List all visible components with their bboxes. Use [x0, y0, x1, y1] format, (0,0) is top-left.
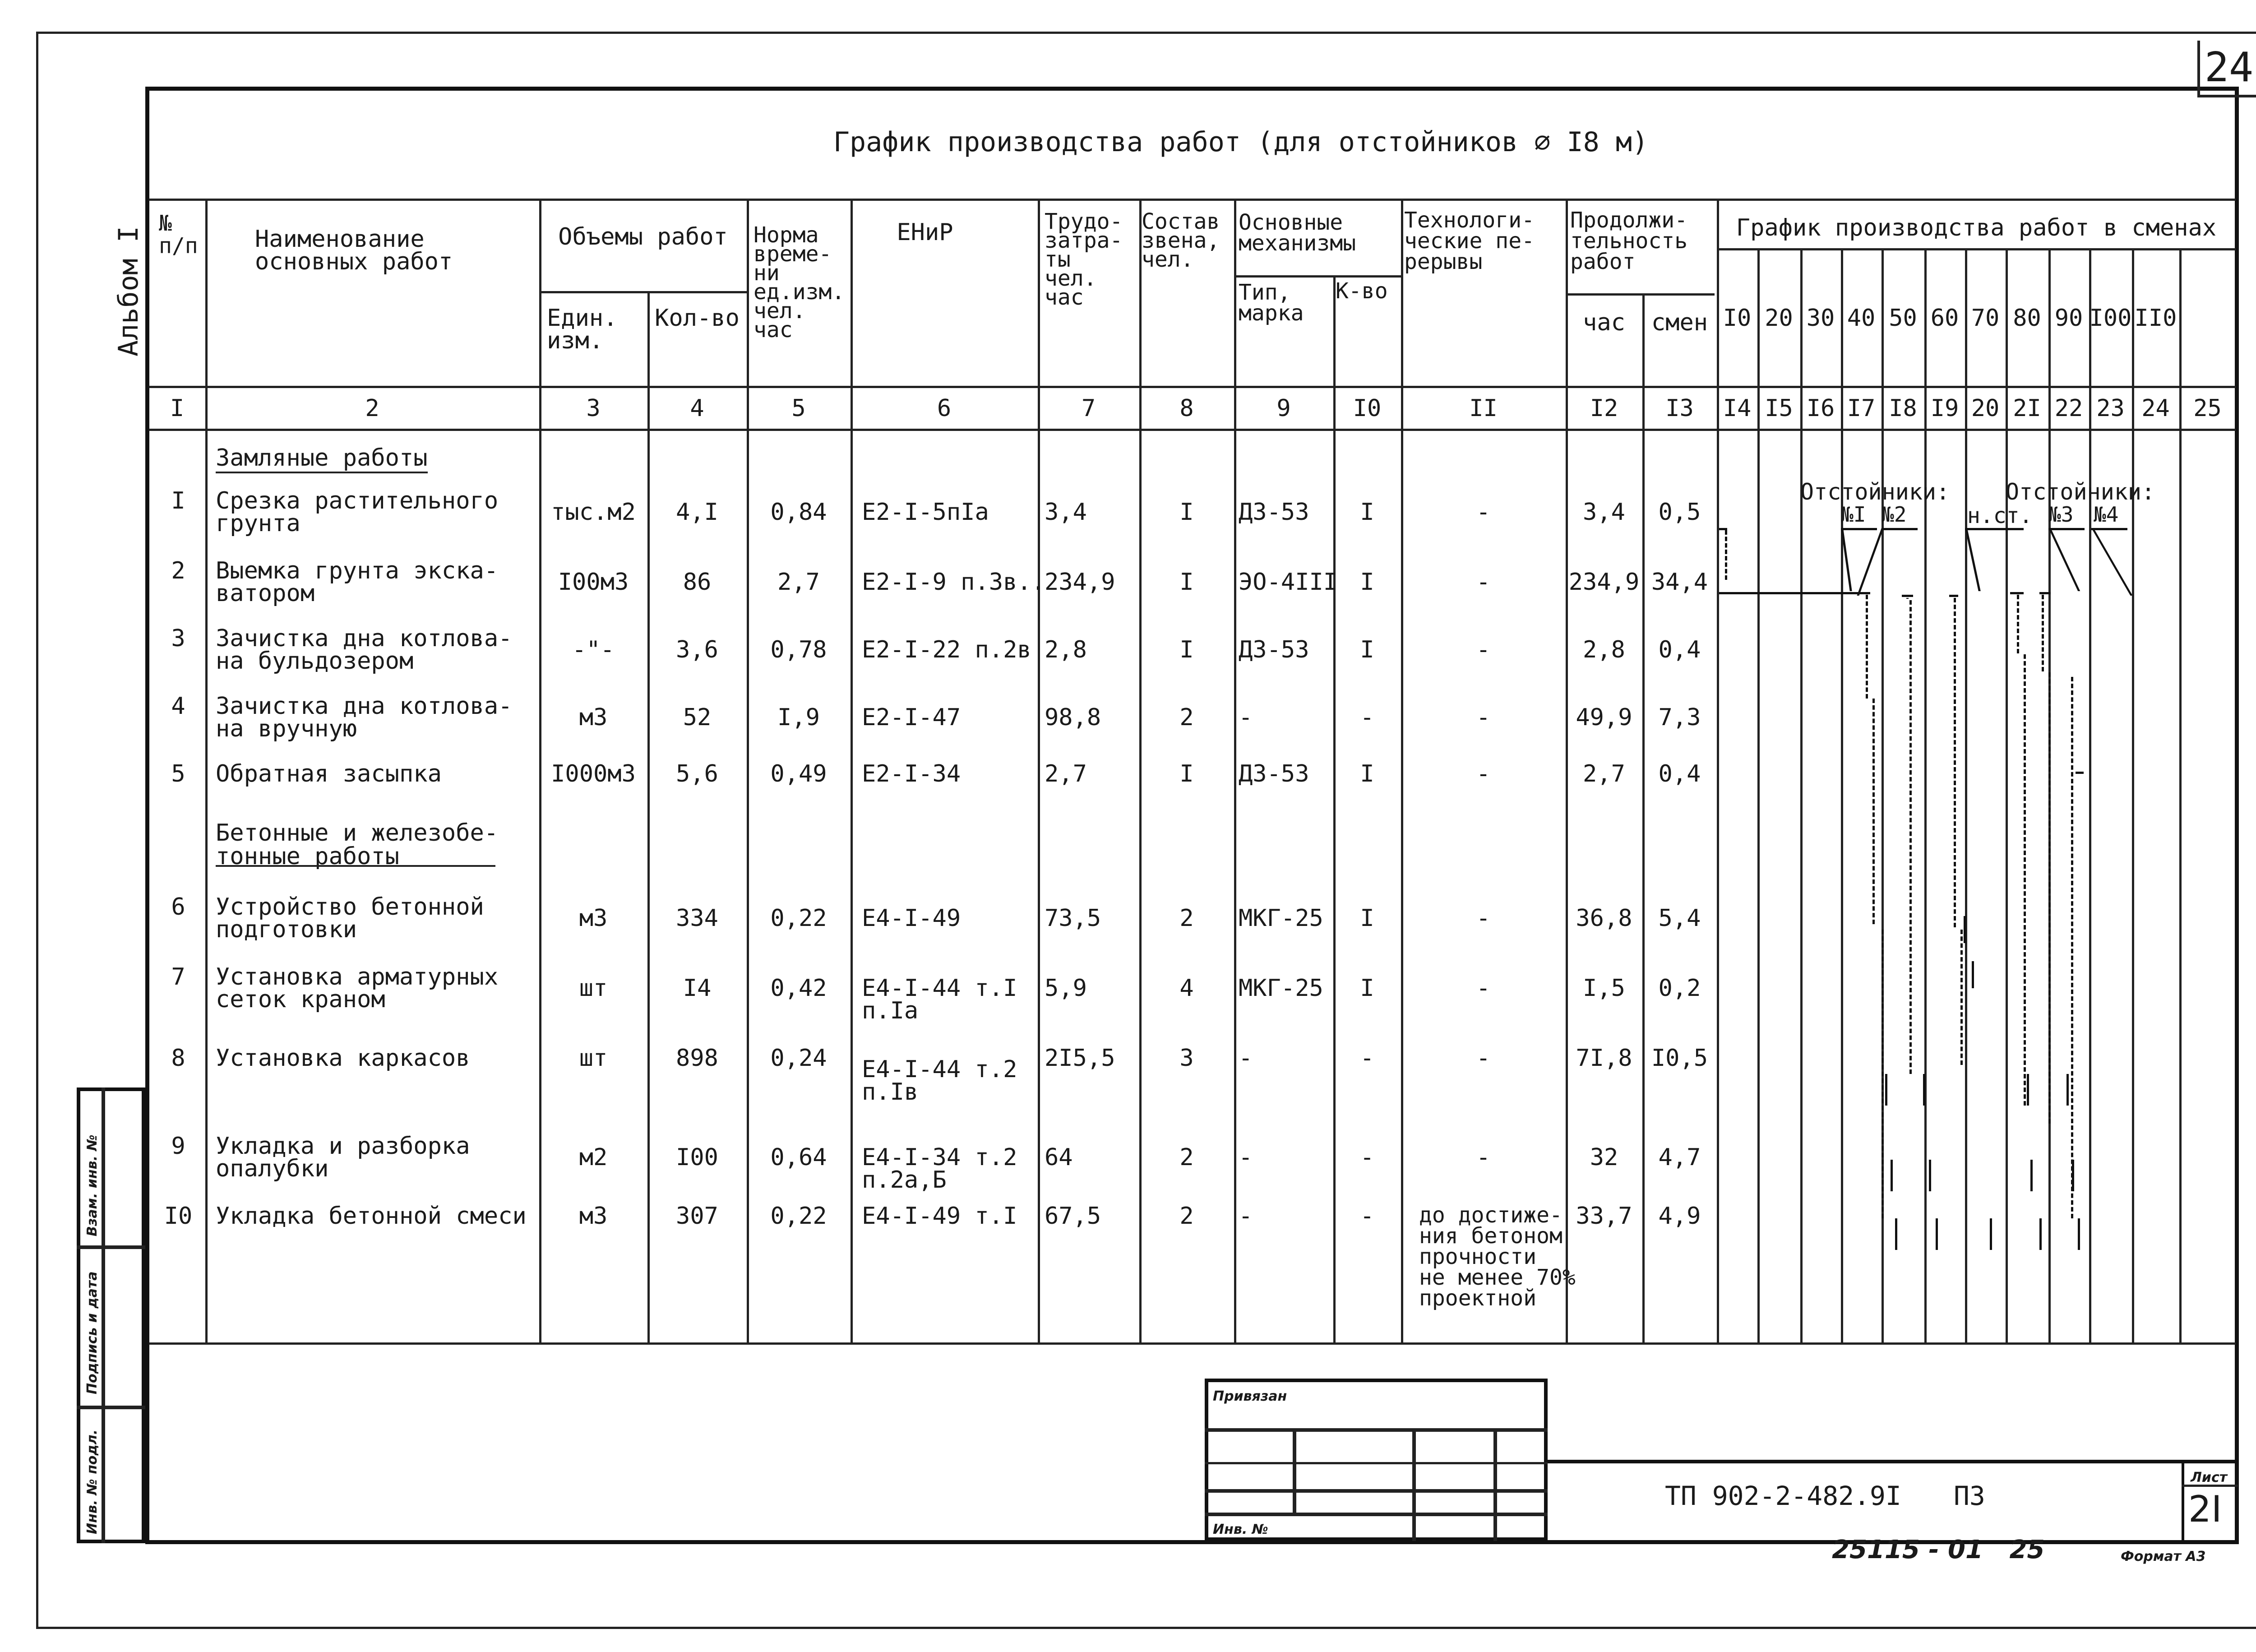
cell-enir: Е2-I-9 п.3в..: [862, 569, 1045, 596]
cell-norm: I,9: [777, 704, 820, 731]
side-vzam: Взам. инв. №: [84, 1134, 100, 1236]
cell-name: Выемка грунта экска- ватором: [216, 557, 499, 607]
link-a2: [1872, 699, 1875, 924]
cell-enir: Е4-I-49 т.I: [862, 1203, 1017, 1230]
cell-name: Укладка и разборка опалубки: [216, 1133, 470, 1182]
stamp-line: [1493, 1428, 1497, 1541]
bar-row2e: [2010, 592, 2024, 594]
column-number: 25: [2193, 395, 2222, 422]
table-bottom-line: [149, 1342, 2236, 1345]
cell-qty: 5,6: [676, 760, 718, 787]
cell-unit: тыс.м2: [551, 499, 636, 526]
column-number: I5: [1765, 395, 1793, 422]
cell-n: 4: [171, 693, 185, 720]
col-line: [1333, 275, 1336, 1342]
header-unit: Един. изм.: [547, 305, 618, 354]
link-g: [2071, 677, 2073, 1218]
cell-enir: Е4-I-34 т.2 п.2а,Б: [862, 1144, 1017, 1194]
link-e2: [2048, 672, 2051, 1124]
cell-norm: 0,22: [770, 1203, 827, 1230]
cell-name: Устройство бетонной подготовки: [216, 893, 484, 943]
cell-h: 36,8: [1576, 905, 1632, 932]
cell-brk: до достиже- ния бетоном прочности не менее 70% проектной: [1419, 1203, 1576, 1311]
cell-labor: 2,7: [1045, 760, 1087, 787]
side-inv: Инв. № подл.: [84, 1429, 100, 1534]
cell-mech: МКГ-25: [1239, 905, 1323, 932]
col-line: [647, 291, 650, 1342]
cell-s: 0,4: [1658, 760, 1701, 787]
column-number: I3: [1665, 395, 1694, 422]
bar-row2f: [2039, 592, 2051, 594]
cell-enir: Е4-I-44 т.I п.Iа: [862, 975, 1017, 1024]
column-number: 20: [1971, 395, 2000, 422]
chart-note-right: Отстойники:: [2006, 479, 2155, 505]
cell-h: 7I,8: [1576, 1045, 1632, 1072]
cell-n: 6: [171, 893, 185, 921]
stamp-inv: Инв. №: [1213, 1522, 1268, 1537]
cell-n: 7: [171, 963, 185, 990]
bar-row10e: [2078, 1218, 2080, 1250]
cell-brk: -: [1476, 1144, 1491, 1171]
header-hours: час: [1583, 309, 1625, 336]
cell-norm: 2,7: [777, 569, 820, 596]
cell-crew: 3: [1179, 1045, 1194, 1072]
link-f: [1882, 930, 1884, 1218]
page-title: График производства работ (для отстойников ∅ I8 м): [833, 126, 1649, 158]
cell-crew: 2: [1179, 1203, 1194, 1230]
cell-qty: 52: [683, 704, 712, 731]
bar-row2c: [1902, 595, 1913, 597]
cell-qty: 334: [676, 905, 718, 932]
note-underline: [2048, 528, 2085, 530]
cell-name: Зачистка дна котлова- на бульдозером: [216, 625, 513, 675]
header-mech: Основные механизмы: [1239, 210, 1356, 256]
scale-label: 80: [2013, 305, 2041, 332]
cell-qty: 4,I: [676, 499, 718, 526]
cell-brk: -: [1476, 499, 1491, 526]
bar-row9: [1891, 1160, 1893, 1191]
doc-code: ТП 902-2-482.9I: [1665, 1481, 1901, 1511]
cell-n: 8: [171, 1045, 185, 1072]
cell-s: 0,4: [1658, 636, 1701, 663]
cell-mq: -: [1360, 1203, 1374, 1230]
column-number: I: [170, 395, 185, 422]
column-number: I4: [1723, 395, 1752, 422]
cell-brk: -: [1476, 704, 1491, 731]
cell-mech: ДЗ-53: [1239, 499, 1309, 526]
col-line: [1642, 293, 1645, 1342]
column-number: I8: [1889, 395, 1917, 422]
cell-n: 3: [171, 625, 185, 652]
bar-row8d: [2066, 1074, 2069, 1106]
cell-norm: 0,78: [770, 636, 827, 663]
cell-h: 234,9: [1568, 569, 1640, 596]
column-number: 6: [937, 395, 952, 422]
stamp-line: [1293, 1428, 1296, 1514]
column-number: 5: [791, 395, 806, 422]
cell-qty: 86: [683, 569, 712, 596]
cell-mech: -: [1239, 1045, 1253, 1072]
cell-brk: -: [1476, 569, 1491, 596]
scale-label: II0: [2134, 305, 2177, 332]
cell-enir: Е2-I-34: [862, 760, 961, 787]
scale-label: 50: [1889, 305, 1917, 332]
link-d: [2017, 595, 2019, 653]
link-c: [1954, 598, 1956, 927]
col-line: [1038, 199, 1040, 1342]
cell-labor: 98,8: [1045, 704, 1101, 731]
link-row1: [1725, 530, 1727, 580]
cell-norm: 0,64: [770, 1144, 827, 1171]
cell-enir: Е2-I-22 п.2в: [862, 636, 1031, 663]
header-enir: ЕНиР: [897, 219, 953, 246]
cell-norm: 0,42: [770, 975, 827, 1002]
cell-crew: I: [1179, 569, 1194, 596]
scale-label: I0: [1723, 305, 1752, 332]
column-number: 3: [586, 395, 601, 422]
cell-unit: шт: [579, 1045, 608, 1072]
cell-brk: -: [1476, 760, 1491, 787]
colnum-top-line: [149, 386, 2236, 388]
header-labor: Трудо- затра- ты чел. час: [1045, 209, 1123, 310]
cell-brk: -: [1476, 975, 1491, 1002]
link-e: [2042, 595, 2044, 671]
column-number: 23: [2096, 395, 2125, 422]
chart-note-mid: н.ст.: [1967, 503, 2033, 528]
cell-norm: 0,24: [770, 1045, 827, 1072]
bar-row5: [2076, 772, 2084, 774]
cell-name: Срезка растительного грунта: [216, 487, 499, 537]
stamp-line: [1412, 1428, 1416, 1541]
footer-number: 25115 - 01 25: [1832, 1535, 2045, 1564]
column-number: I0: [1353, 395, 1382, 422]
column-number: 2: [365, 395, 379, 422]
cell-mq: I: [1360, 569, 1374, 596]
column-number: II: [1469, 395, 1498, 422]
cell-labor: 5,9: [1045, 975, 1087, 1002]
cell-mq: -: [1360, 704, 1374, 731]
column-number: I2: [1590, 395, 1618, 422]
bar-row10d: [2039, 1218, 2042, 1250]
cell-mech: -: [1239, 1144, 1253, 1171]
cell-mq: I: [1360, 499, 1374, 526]
scale-label: 90: [2054, 305, 2083, 332]
bar-row2b: [1863, 592, 1870, 594]
cell-crew: 4: [1179, 975, 1194, 1002]
cell-h: I,5: [1583, 975, 1625, 1002]
cell-s: 5,4: [1658, 905, 1701, 932]
chart-note-left-1: №I: [1841, 502, 1866, 527]
cell-n: 5: [171, 760, 185, 787]
cell-mech: МКГ-25: [1239, 975, 1323, 1002]
link-d2: [2024, 654, 2026, 1106]
volumes-sub-line: [539, 291, 747, 293]
bar-row8b: [1923, 1074, 1925, 1106]
cell-n: I: [171, 487, 185, 514]
cell-mq: I: [1360, 905, 1374, 932]
chart-note-left: Отстойники:: [1800, 479, 1950, 505]
cell-crew: 2: [1179, 905, 1194, 932]
cell-unit: I000м3: [551, 760, 636, 787]
cell-enir: Е2-I-5пIа: [862, 499, 989, 526]
scale-label: 30: [1806, 305, 1835, 332]
bar-row7: [1972, 961, 1974, 988]
cell-labor: 64: [1045, 1144, 1073, 1171]
cell-n: 2: [171, 557, 185, 584]
header-breaks: Технологи- ческие пе- рерывы: [1404, 208, 1535, 274]
cell-name: Установка каркасов: [216, 1045, 470, 1072]
bar-row10b: [1936, 1218, 1938, 1250]
cell-s: 0,2: [1658, 975, 1701, 1002]
cell-crew: I: [1179, 760, 1194, 787]
col-line: [851, 199, 853, 1342]
cell-labor: 67,5: [1045, 1203, 1101, 1230]
chart-note-left-2: №2: [1882, 502, 1907, 527]
cell-n: I0: [164, 1203, 193, 1230]
cell-s: 7,3: [1658, 704, 1701, 731]
header-top-line: [149, 199, 2236, 201]
cell-mq: -: [1360, 1045, 1374, 1072]
header-mech-qty: К-во: [1336, 278, 1388, 304]
page-number: 24: [2204, 44, 2254, 91]
cell-n: 9: [171, 1133, 185, 1160]
note-underline: [2091, 528, 2127, 530]
cell-h: 32: [1590, 1144, 1618, 1171]
cell-enir: Е4-I-44 т.2 п.Iв: [862, 1056, 1017, 1106]
header-schedule: График производства работ в сменах: [1736, 214, 2217, 241]
header-volumes: Объемы работ: [558, 223, 728, 250]
cell-mq: I: [1360, 636, 1374, 663]
col-line: [1717, 199, 1719, 1342]
cell-h: 3,4: [1583, 499, 1625, 526]
note-underline: [1841, 528, 1877, 530]
column-number: I6: [1806, 395, 1835, 422]
cell-qty: 898: [676, 1045, 718, 1072]
bar-row8: [1885, 1074, 1887, 1106]
scale-label: 20: [1765, 305, 1793, 332]
cell-unit: м3: [579, 905, 608, 932]
column-number: I9: [1930, 395, 1959, 422]
cell-crew: 2: [1179, 704, 1194, 731]
cell-name: Укладка бетонной смеси: [216, 1203, 527, 1230]
cell-mech: -: [1239, 1203, 1253, 1230]
cell-h: 49,9: [1576, 704, 1632, 731]
chart-note-right-4: №4: [2094, 502, 2119, 527]
column-number: 2I: [2013, 395, 2041, 422]
cell-labor: 3,4: [1045, 499, 1087, 526]
footer-format: Формат А3: [2121, 1549, 2206, 1564]
cell-s: 4,9: [1658, 1203, 1701, 1230]
scale-label: 40: [1847, 305, 1876, 332]
cell-labor: 2,8: [1045, 636, 1087, 663]
cell-unit: I00м3: [558, 569, 629, 596]
col-line: [1234, 199, 1236, 1342]
cell-qty: I4: [683, 975, 712, 1002]
colnum-bottom-line: [149, 429, 2236, 431]
link-c2: [1960, 930, 1963, 1065]
stamp-top-line: [1548, 1460, 2238, 1463]
header-crew: Состав звена, чел.: [1142, 209, 1220, 272]
cell-norm: 0,22: [770, 905, 827, 932]
cell-qty: 3,6: [676, 636, 718, 663]
cell-qty: I00: [676, 1144, 718, 1171]
link-b: [1906, 598, 1909, 599]
header-name: Наименование основных работ: [255, 226, 453, 275]
header-mech-type: Тип, марка: [1239, 280, 1304, 326]
cell-crew: I: [1179, 636, 1194, 663]
doc-part: ПЗ: [1954, 1481, 1985, 1511]
cell-crew: 2: [1179, 1144, 1194, 1171]
cell-unit: м3: [579, 1203, 608, 1230]
sheet-label: Лист: [2191, 1470, 2228, 1485]
cell-unit: м2: [579, 1144, 608, 1171]
column-number: 4: [690, 395, 704, 422]
bar-row9b: [1929, 1160, 1931, 1191]
header-shifts: смен: [1651, 309, 1708, 336]
note-underline: [1965, 528, 2024, 530]
column-number: 9: [1276, 395, 1291, 422]
section-concrete-underline: [216, 865, 495, 867]
album-label: Альбом I: [113, 226, 144, 356]
scale-label: 70: [1971, 305, 2000, 332]
cell-norm: 0,84: [770, 499, 827, 526]
bar-row2d: [1949, 595, 1958, 597]
cell-labor: 2I5,5: [1045, 1045, 1115, 1072]
cell-s: 0,5: [1658, 499, 1701, 526]
column-number: 24: [2141, 395, 2170, 422]
column-number: I7: [1847, 395, 1876, 422]
cell-brk: -: [1476, 636, 1491, 663]
column-number: 22: [2054, 395, 2083, 422]
cell-mech: -: [1239, 704, 1253, 731]
cell-labor: 73,5: [1045, 905, 1101, 932]
cell-mech: ДЗ-53: [1239, 760, 1309, 787]
cell-norm: 0,49: [770, 760, 827, 787]
scale-label: I00: [2089, 305, 2132, 332]
cell-enir: Е2-I-47: [862, 704, 961, 731]
header-num: № п/п: [159, 211, 198, 259]
scale-label: 60: [1930, 305, 1959, 332]
cell-labor: 234,9: [1045, 569, 1115, 596]
bar-row8c: [2027, 1074, 2029, 1106]
cell-mq: I: [1360, 760, 1374, 787]
header-duration: Продолжи- тельность работ: [1570, 208, 1688, 274]
cell-name: Установка арматурных сеток краном: [216, 963, 499, 1013]
link-b2: [1909, 600, 1912, 1074]
cell-unit: -"-: [572, 636, 615, 663]
column-number: 8: [1179, 395, 1194, 422]
cell-qty: 307: [676, 1203, 718, 1230]
chart-note-right-3: №3: [2048, 502, 2074, 527]
cell-s: I0,5: [1651, 1045, 1708, 1072]
cell-brk: -: [1476, 905, 1491, 932]
bar-row9c: [2030, 1160, 2033, 1191]
note-underline: [1882, 528, 1918, 530]
section-earth: Замляные работы: [216, 447, 428, 469]
cell-s: 34,4: [1651, 569, 1708, 596]
section-concrete: Бетонные и железобе- тонные работы: [216, 819, 499, 870]
cell-name: Обратная засыпка: [216, 760, 442, 787]
cell-mq: -: [1360, 1144, 1374, 1171]
schedule-sub-line: [1717, 248, 2236, 250]
col-line: [205, 199, 208, 1342]
cell-unit: шт: [579, 975, 608, 1002]
duration-sub-line: [1566, 293, 1715, 296]
cell-mech: ЭО-4III: [1239, 569, 1338, 596]
side-sign: Подпись и дата: [84, 1271, 100, 1394]
mech-sub-line: [1234, 275, 1401, 278]
cell-s: 4,7: [1658, 1144, 1701, 1171]
header-qty: Кол-во: [655, 305, 740, 332]
cell-mq: I: [1360, 975, 1374, 1002]
cell-crew: I: [1179, 499, 1194, 526]
link-a: [1866, 595, 1868, 699]
cell-h: 2,8: [1583, 636, 1625, 663]
sheet-number: 2I: [2188, 1488, 2222, 1530]
bar-row10c: [1990, 1218, 1992, 1250]
bar-row2: [1719, 592, 1863, 594]
header-norm: Норма време- ни ед.изм. чел. час: [754, 222, 845, 342]
side-stamp-line: [77, 1245, 145, 1249]
cell-name: Зачистка дна котлова- на вручную: [216, 693, 513, 742]
column-number: 7: [1081, 395, 1096, 422]
cell-unit: м3: [579, 704, 608, 731]
stamp-bound: Привязан: [1213, 1388, 1287, 1404]
cell-h: 2,7: [1583, 760, 1625, 787]
side-stamp-line: [77, 1406, 145, 1409]
cell-enir: Е4-I-49: [862, 905, 961, 932]
bar-row6: [1964, 916, 1966, 943]
bar-row10: [1895, 1218, 1897, 1250]
cell-mech: ДЗ-53: [1239, 636, 1309, 663]
cell-h: 33,7: [1576, 1203, 1632, 1230]
cell-brk: -: [1476, 1045, 1491, 1072]
